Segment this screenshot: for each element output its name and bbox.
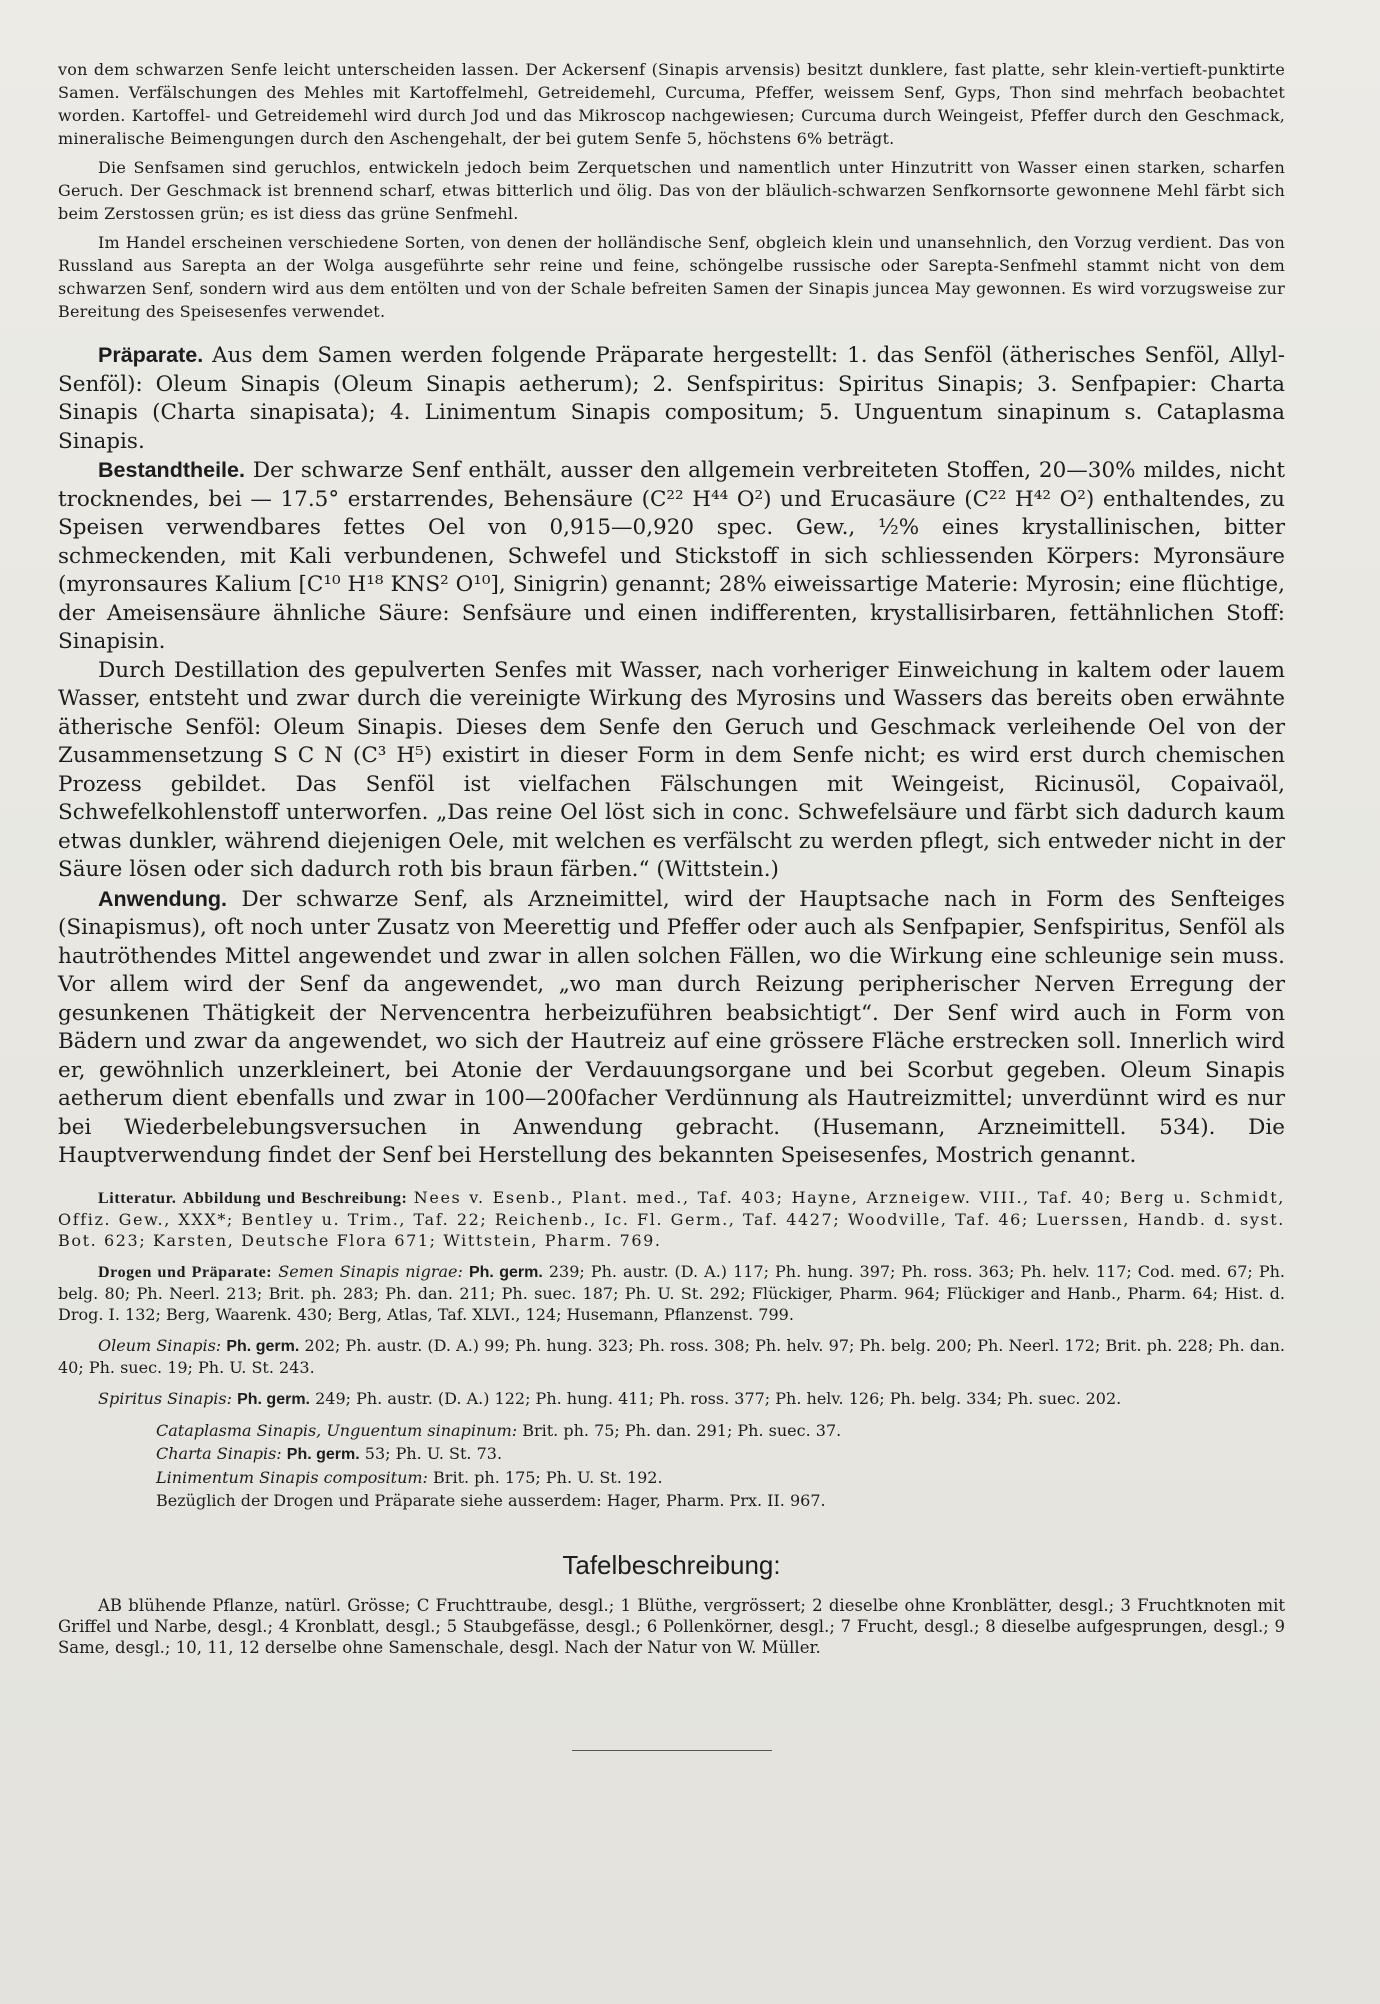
- liniment-text: Brit. ph. 175; Ph. U. St. 192.: [433, 1467, 663, 1487]
- intro-paragraph-1: von dem schwarzen Senfe leicht unterscheiden lassen. Der Ackersenf (Sinapis arvensis) besitzt dunklere, fast platte, sehr klein-vertieft-punktirte Samen. Verfälschungen des Mehles mit Kartoffelmehl, Getreidemehl, Curcuma, Pfeffer, weissem Senf, Gyps, Thon sind mehrfach beobachtet worden. Kartoffel- und Getreidemehl wird durch Jod und das Mikroscop nachgewiesen; Curcuma durch Weingeist, Pfeffer durch den Geschmack, mineralische Beimengungen durch den Aschengehalt, der bei gutem Senfe 5, höchstens 6% beträgt.: [58, 60, 1285, 148]
- intro-paragraph-2: Die Senfsamen sind geruchlos, entwickeln jedoch beim Zerquetschen und namentlich unter Hinzutritt von Wasser einen starken, scharfen Geruch. Der Geschmack ist brennend scharf, etwas bitterlich und ölig. Das von der bläulich-schwarzen Senfkornsorte gewonnene Mehl färbt sich beim Zerstossen grün; es ist diess das grüne Senfmehl.: [58, 158, 1285, 223]
- oleum-label: Oleum Sinapis:: [98, 1335, 222, 1355]
- intro-paragraph-3: Im Handel erscheinen verschiedene Sorten, von denen der holländische Senf, obgleich klein und unansehnlich, den Vorzug verdient. Das von Russland aus Sarepta an der Wolga ausgeführte sehr reine und feine, schöngelbe russische oder Sarepta-Senfmehl stammt nicht von dem schwarzen Senf, sondern wird aus dem entölten und von der Schale befreiten Samen der Sinapis juncea May gewonnen. Es wird vorzugsweise zur Bereitung des Speisesenfes verwendet.: [58, 233, 1285, 321]
- drogen-text: 239; Ph. austr. (D. A.) 117; Ph. hung. 397; Ph. ross. 363; Ph. helv. 117; Cod. med. 67; Ph. belg. 80; Ph. Neerl. 213; Brit. ph. 283; Ph. dan. 211; Ph. suec. 187; Ph. U. St. 292; Flückiger, Pharm. 964; Flückiger and Hanb., Pharm. 64; Hist. d. Drog. I. 132; Berg, Waarenk. 430; Berg, Atlas, Taf. XLVI., 124; Husemann, Pflanzenst. 799.: [58, 1261, 1285, 1324]
- litteratur-liniment: [58, 1467, 1285, 1488]
- abbildung-text: Nees v. Esenb., Plant. med., Taf. 403; Hayne, Arzneigew. VIII., Taf. 40; Berg u. Schmidt, Offiz. Gew., XXX*; Bentley u. Trim., Taf. 22; Reichenb., Ic. Fl. Germ., Taf. 4427; Woodville, Taf. 46; Luerssen, Handb. d. syst. Bot. 623; Karsten, Deutsche Flora 671; Wittstein, Pharm. 769.: [58, 1187, 1285, 1250]
- litteratur-spiritus: [58, 1388, 1285, 1410]
- charta-text: 53; Ph. U. St. 73.: [364, 1443, 503, 1463]
- bestandtheile-section: [58, 456, 1285, 657]
- spiritus-ph-germ: Ph. germ.: [237, 1390, 310, 1408]
- anwendung-heading: Anwendung.: [98, 886, 227, 911]
- litteratur-drogen: [58, 1261, 1285, 1325]
- anwendung-text: Der schwarze Senf, als Arzneimittel, wird der Hauptsache nach in Form des Senfteiges (Sinapismus), oft noch unter Zusatz von Meerettig und Pfeffer oder auch als Senfpapier, Senfspiritus, Senföl als hautröthendes Mittel angewendet und zwar in allen solchen Fällen, wo die Wirkung eine schleunige sein muss. Vor allem wird der Senf da angewendet, „wo man durch Reizung peripherischer Nerven Erregung der gesunkenen Thätigkeit der Nervencentra herbeizuführen beabsichtigt“. Der Senf wird auch in Form von Bädern und zwar da angewendet, wo sich der Hautreiz auf eine grössere Fläche erstrecken soll. Innerlich wird er, gewöhnlich unzerkleinert, bei Atonie der Verdauungsorgane und bei Scorbut gegeben. Oleum Sinapis aetherum dient ebenfalls und zwar in 100—200facher Verdünnung als Hautreizmittel; unverdünnt wird es nur bei Wiederbelebungsversuchen in Anwendung gebracht. (Husemann, Arzneimittell. 534). Die Hauptverwendung findet der Senf bei Herstellung des bekannten Speisesenfes, Mostrich genannt.: [58, 886, 1285, 1168]
- drogen-label: Drogen und Präparate:: [98, 1263, 273, 1281]
- cataplasma-text: Brit. ph. 75; Ph. dan. 291; Ph. suec. 37.: [522, 1420, 842, 1440]
- anwendung-section: [58, 885, 1285, 1171]
- liniment-label: Linimentum Sinapis compositum:: [156, 1467, 428, 1487]
- oleum-ph-germ: Ph. germ.: [226, 1337, 300, 1355]
- litteratur-oleum: [58, 1335, 1285, 1378]
- praeparate-section: [58, 341, 1285, 456]
- litteratur-abbildung: [58, 1187, 1285, 1251]
- bestandtheile-heading: Bestandtheile.: [98, 458, 245, 482]
- drogen-ph-germ: Ph. germ.: [468, 1263, 543, 1281]
- charta-ph-germ: Ph. germ.: [286, 1445, 360, 1463]
- litteratur-section: [58, 1187, 1285, 1511]
- spiritus-text: 249; Ph. austr. (D. A.) 122; Ph. hung. 411; Ph. ross. 377; Ph. helv. 126; Ph. belg. 334; Ph. suec. 202.: [315, 1388, 1122, 1408]
- cataplasma-label: Cataplasma Sinapis, Unguentum sinapinum:: [156, 1420, 518, 1440]
- praeparate-heading: Präparate.: [98, 343, 204, 367]
- charta-label: Charta Sinapis:: [156, 1443, 282, 1463]
- footer-rule: [572, 1750, 772, 1751]
- bestandtheile-text: Der schwarze Senf enthält, ausser den allgemein verbreiteten Stoffen, 20—30% mildes, nicht trocknendes, bei — 17.5° erstarrendes, Behensäure (C²² H⁴⁴ O²) und Erucasäure (C²² H⁴² O²) enthaltendes, zu Speisen verwendbares fettes Oel von 0,915—0,920 spec. Gew., ½% eines krystallinischen, bitter schmeckenden, mit Kali verbundenen, Schwefel und Stickstoff in sich schliessenden Körpers: Myronsäure (myronsaures Kalium [C¹⁰ H¹⁸ KNS² O¹⁰], Sinigrin) genannt; 28% eiweissartige Materie: Myrosin; eine flüchtige, der Ameisensäure ähnliche Säure: Senfsäure und einen indifferenten, krystallisirbaren, fettähnlichen Stoff: Sinapisin.: [58, 458, 1285, 654]
- abbildung-label: Abbildung und Beschreibung:: [182, 1189, 408, 1207]
- litteratur-cataplasma: [58, 1420, 1285, 1441]
- drogen-semen: Semen Sinapis nigrae:: [278, 1261, 463, 1281]
- litteratur-heading: Litteratur.: [98, 1189, 177, 1207]
- praeparate-text: Aus dem Samen werden folgende Präparate hergestellt: 1. das Senföl (ätherisches Senföl, Allyl-Senföl): Oleum Sinapis (Oleum Sinapis aetherum); 2. Senfspiritus: Spiritus Sinapis; 3. Senfpapier: Charta Sinapis (Charta sinapisata); 4. Linimentum Sinapis compositum; 5. Unguentum sinapinum s. Cataplasma Sinapis.: [58, 343, 1285, 454]
- destillation-paragraph: Durch Destillation des gepulverten Senfes mit Wasser, nach vorheriger Einweichung in kaltem oder lauem Wasser, entsteht und zwar durch die vereinigte Wirkung des Myrosins und Wassers das bereits oben erwähnte ätherische Senföl: Oleum Sinapis. Dieses dem Senfe den Geruch und Geschmack verleihende Oel von der Zusammensetzung S C N (C³ H⁵) existirt in dieser Form in dem Senfe nicht; es wird erst durch chemischen Prozess gebildet. Das Senföl ist vielfachen Fälschungen mit Weingeist, Ricinusöl, Copaivaöl, Schwefelkohlenstoff unterworfen. „Das reine Oel löst sich in conc. Schwefelsäure und färbt sich dadurch kaum etwas dunkler, während diejenigen Oele, mit welchen es verfälscht zu werden pflegt, sich entweder nicht in der Säure lösen oder sich dadurch roth bis braun färben.“ (Wittstein.): [58, 657, 1285, 882]
- tafel-text: AB blühende Pflanze, natürl. Grösse; C Fruchttraube, desgl.; 1 Blüthe, vergrössert; 2 dieselbe ohne Kronblätter, desgl.; 3 Fruchtknoten mit Griffel und Narbe, desgl.; 4 Kronblatt, desgl.; 5 Staubgefässe, desgl.; 6 Pollenkörner, desgl.; 7 Frucht, desgl.; 8 dieselbe aufgesprungen, desgl.; 9 Same, desgl.; 10, 11, 12 derselbe ohne Samenschale, desgl. Nach der Natur von W. Müller.: [58, 1595, 1285, 1657]
- tafel-title: Tafelbeschreibung:: [562, 1549, 781, 1580]
- oleum-text: 202; Ph. austr. (D. A.) 99; Ph. hung. 323; Ph. ross. 308; Ph. helv. 97; Ph. belg. 200; Ph. Neerl. 172; Brit. ph. 228; Ph. dan. 40; Ph. suec. 19; Ph. U. St. 243.: [58, 1335, 1285, 1377]
- litteratur-charta: [58, 1443, 1285, 1465]
- litteratur-bezueglich: Bezüglich der Drogen und Präparate siehe ausserdem: Hager, Pharm. Prx. II. 967.: [156, 1490, 826, 1510]
- spiritus-label: Spiritus Sinapis:: [98, 1388, 232, 1408]
